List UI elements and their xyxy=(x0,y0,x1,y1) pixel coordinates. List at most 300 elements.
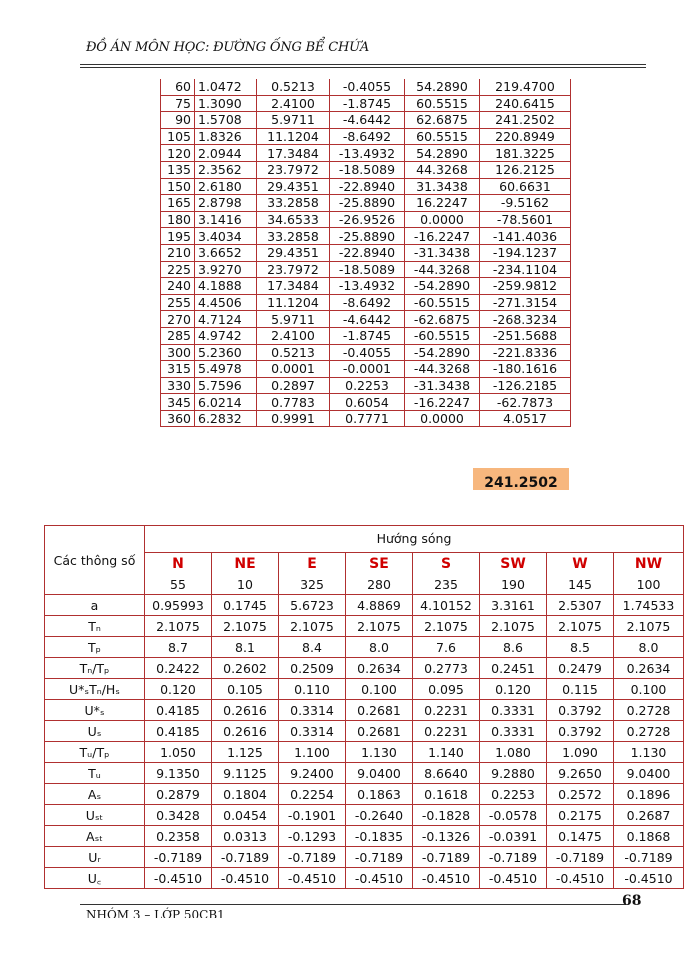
table-cell: 0.0454 xyxy=(212,805,279,826)
table-cell: -0.1326 xyxy=(413,826,480,847)
table-cell: 54.2890 xyxy=(405,145,480,162)
table-row xyxy=(45,658,684,679)
table-cell: -13.4932 xyxy=(330,278,405,295)
table-row xyxy=(45,847,684,868)
table-cell: 62.6875 xyxy=(405,112,480,129)
table-cell: 3.1416 xyxy=(195,211,257,228)
table-cell: 75 xyxy=(161,95,195,112)
direction-angle: 325 xyxy=(279,575,346,595)
direction-label: SW xyxy=(480,553,547,576)
table-cell: 0.3331 xyxy=(480,700,547,721)
table-cell: 0.2572 xyxy=(547,784,614,805)
table-cell: -0.4510 xyxy=(145,868,212,889)
table-cell: 11.1204 xyxy=(257,128,330,145)
direction-label: W xyxy=(547,553,614,576)
parameter-label: Tₚ xyxy=(45,637,145,658)
table-cell: 0.3792 xyxy=(547,700,614,721)
table-cell: -0.0578 xyxy=(480,805,547,826)
table-cell: 2.3562 xyxy=(195,161,257,178)
table-cell: -259.9812 xyxy=(480,278,571,295)
table-cell: -9.5162 xyxy=(480,195,571,212)
table-cell: -0.1828 xyxy=(413,805,480,826)
direction-angle: 190 xyxy=(480,575,547,595)
table-cell: -0.0001 xyxy=(330,361,405,378)
parameter-label: U꜀ xyxy=(45,868,145,889)
table-cell: 2.1075 xyxy=(279,616,346,637)
direction-label: E xyxy=(279,553,346,576)
wave-calculation-table xyxy=(160,79,571,427)
table-cell: 0.4185 xyxy=(145,721,212,742)
footer-rule xyxy=(80,904,626,905)
table-cell: -0.4510 xyxy=(480,868,547,889)
table-cell: 135 xyxy=(161,161,195,178)
table-cell: -54.2890 xyxy=(405,278,480,295)
table-cell: 9.1125 xyxy=(212,763,279,784)
table-cell: 0.2773 xyxy=(413,658,480,679)
table-cell: 8.0 xyxy=(614,637,684,658)
max-value-cell: 241.2502 xyxy=(473,468,569,490)
table-cell: -0.7189 xyxy=(279,847,346,868)
table-row xyxy=(161,244,571,261)
table-cell: -4.6442 xyxy=(330,112,405,129)
table-row xyxy=(161,161,571,178)
table-row xyxy=(45,679,684,700)
table-cell: 2.5307 xyxy=(547,595,614,616)
table-cell: 5.2360 xyxy=(195,344,257,361)
table-cell: 33.2858 xyxy=(257,228,330,245)
table-cell: 3.6652 xyxy=(195,244,257,261)
table-cell: -141.4036 xyxy=(480,228,571,245)
table-cell: 2.6180 xyxy=(195,178,257,195)
table-cell: -0.1835 xyxy=(346,826,413,847)
table-cell: -0.7189 xyxy=(145,847,212,868)
table-cell: 0.2422 xyxy=(145,658,212,679)
table-cell: 2.0944 xyxy=(195,145,257,162)
table-row xyxy=(161,211,571,228)
table-cell: 4.0517 xyxy=(480,410,571,427)
table-row xyxy=(161,145,571,162)
table-cell: 0.2231 xyxy=(413,700,480,721)
table-cell: 0.2231 xyxy=(413,721,480,742)
table-cell: 0.0313 xyxy=(212,826,279,847)
table-cell: 4.4506 xyxy=(195,294,257,311)
table-cell: 126.2125 xyxy=(480,161,571,178)
table-cell: 6.0214 xyxy=(195,394,257,411)
table-row xyxy=(45,637,684,658)
table-cell: 0.7771 xyxy=(330,410,405,427)
table-cell: 2.1075 xyxy=(547,616,614,637)
table-cell: 54.2890 xyxy=(405,79,480,95)
table-cell: 2.8798 xyxy=(195,195,257,212)
table-cell: -4.6442 xyxy=(330,311,405,328)
table-row xyxy=(161,394,571,411)
table-cell: 225 xyxy=(161,261,195,278)
table-cell: -180.1616 xyxy=(480,361,571,378)
table-cell: 0.3314 xyxy=(279,700,346,721)
table-cell: 0.6054 xyxy=(330,394,405,411)
table-cell: -60.5515 xyxy=(405,327,480,344)
table-cell: 165 xyxy=(161,195,195,212)
table-cell: -194.1237 xyxy=(480,244,571,261)
table-cell: 9.1350 xyxy=(145,763,212,784)
table-cell: -0.4510 xyxy=(614,868,684,889)
table-cell: 0.0000 xyxy=(405,211,480,228)
table-cell: 1.74533 xyxy=(614,595,684,616)
direction-label: NW xyxy=(614,553,684,576)
wave-parameters-table xyxy=(44,525,684,889)
table-row xyxy=(161,261,571,278)
table-cell: 0.2728 xyxy=(614,721,684,742)
table-row xyxy=(161,361,571,378)
direction-label: NE xyxy=(212,553,279,576)
parameter-label: Tₙ/Tₚ xyxy=(45,658,145,679)
header-rule xyxy=(80,64,646,68)
footer-group: NHÓM 3 – LỚP 50CB1 xyxy=(86,908,225,918)
table-cell: 1.080 xyxy=(480,742,547,763)
table-cell: 0.120 xyxy=(145,679,212,700)
table-cell: -16.2247 xyxy=(405,394,480,411)
table-cell: 120 xyxy=(161,145,195,162)
table-cell: -0.4510 xyxy=(279,868,346,889)
table-cell: 0.5213 xyxy=(257,344,330,361)
table-cell: -268.3234 xyxy=(480,311,571,328)
table-cell: 330 xyxy=(161,377,195,394)
table-row xyxy=(45,616,684,637)
table-row xyxy=(161,294,571,311)
table-cell: 8.6640 xyxy=(413,763,480,784)
table-cell: 2.1075 xyxy=(212,616,279,637)
table-row xyxy=(161,195,571,212)
table-cell: -62.7873 xyxy=(480,394,571,411)
table-cell: 0.1896 xyxy=(614,784,684,805)
table-cell: -31.3438 xyxy=(405,244,480,261)
table-cell: 0.2681 xyxy=(346,721,413,742)
parameter-label: Tᵤ xyxy=(45,763,145,784)
table-cell: -31.3438 xyxy=(405,377,480,394)
table-cell: 0.2451 xyxy=(480,658,547,679)
table-cell: 5.9711 xyxy=(257,311,330,328)
table-cell: 0.2616 xyxy=(212,721,279,742)
table-cell: -0.7189 xyxy=(346,847,413,868)
table-row xyxy=(45,742,684,763)
table-cell: 0.3331 xyxy=(480,721,547,742)
table-cell: 345 xyxy=(161,394,195,411)
table-cell: -25.8890 xyxy=(330,195,405,212)
table-cell: 4.1888 xyxy=(195,278,257,295)
table-cell: -0.2640 xyxy=(346,805,413,826)
table-cell: -0.4510 xyxy=(547,868,614,889)
table-cell: 1.100 xyxy=(279,742,346,763)
table-row xyxy=(161,344,571,361)
table-cell: 1.5708 xyxy=(195,112,257,129)
direction-label: N xyxy=(145,553,212,576)
table-cell: 60 xyxy=(161,79,195,95)
table-cell: 0.2634 xyxy=(346,658,413,679)
table-cell: 240.6415 xyxy=(480,95,571,112)
table-cell: 0.110 xyxy=(279,679,346,700)
table-row xyxy=(161,79,571,95)
table-cell: 195 xyxy=(161,228,195,245)
parameter-label: Aₛₜ xyxy=(45,826,145,847)
table-row xyxy=(45,784,684,805)
table-row xyxy=(45,805,684,826)
table-cell: 0.1868 xyxy=(614,826,684,847)
table-cell: 0.2728 xyxy=(614,700,684,721)
table-cell: 1.125 xyxy=(212,742,279,763)
table-row xyxy=(161,311,571,328)
table-cell: -1.8745 xyxy=(330,327,405,344)
table-cell: 0.2879 xyxy=(145,784,212,805)
table-cell: 3.4034 xyxy=(195,228,257,245)
table-cell: 0.2358 xyxy=(145,826,212,847)
direction-angle: 100 xyxy=(614,575,684,595)
table-row xyxy=(161,178,571,195)
table-cell: 23.7972 xyxy=(257,161,330,178)
table-cell: 1.130 xyxy=(614,742,684,763)
table-cell: 4.10152 xyxy=(413,595,480,616)
table-header-row xyxy=(45,526,684,553)
table-row xyxy=(161,327,571,344)
table-row xyxy=(161,410,571,427)
wave-direction-header: Hướng sóng xyxy=(145,526,684,553)
table-cell: 11.1204 xyxy=(257,294,330,311)
table-cell: -0.4055 xyxy=(330,344,405,361)
table-cell: 0.100 xyxy=(346,679,413,700)
table-cell: 270 xyxy=(161,311,195,328)
parameter-label: a xyxy=(45,595,145,616)
table-cell: 2.1075 xyxy=(480,616,547,637)
table-cell: 180 xyxy=(161,211,195,228)
table-cell: 4.9742 xyxy=(195,327,257,344)
table-cell: 29.4351 xyxy=(257,244,330,261)
table-cell: 0.1863 xyxy=(346,784,413,805)
table-cell: 6.2832 xyxy=(195,410,257,427)
table-cell: 9.0400 xyxy=(346,763,413,784)
table-cell: 0.7783 xyxy=(257,394,330,411)
table-cell: 0.2897 xyxy=(257,377,330,394)
table-cell: 60.5515 xyxy=(405,128,480,145)
table-cell: 1.050 xyxy=(145,742,212,763)
table-cell: 33.2858 xyxy=(257,195,330,212)
table-cell: 300 xyxy=(161,344,195,361)
table-cell: -0.1293 xyxy=(279,826,346,847)
table-cell: 17.3484 xyxy=(257,145,330,162)
table-cell: 2.4100 xyxy=(257,327,330,344)
table-cell: 9.2880 xyxy=(480,763,547,784)
table-cell: 210 xyxy=(161,244,195,261)
table-cell: 60.6631 xyxy=(480,178,571,195)
table-cell: 8.0 xyxy=(346,637,413,658)
direction-angle: 55 xyxy=(145,575,212,595)
parameter-label: Uᵣ xyxy=(45,847,145,868)
table-cell: -0.4055 xyxy=(330,79,405,95)
parameter-label: Uₛ xyxy=(45,721,145,742)
table-cell: 60.5515 xyxy=(405,95,480,112)
table-cell: 8.7 xyxy=(145,637,212,658)
table-cell: 0.4185 xyxy=(145,700,212,721)
table-cell: 5.4978 xyxy=(195,361,257,378)
table-cell: 360 xyxy=(161,410,195,427)
table-cell: -251.5688 xyxy=(480,327,571,344)
table-row xyxy=(45,826,684,847)
table-cell: 0.2509 xyxy=(279,658,346,679)
table-cell: -234.1104 xyxy=(480,261,571,278)
table-cell: -0.4510 xyxy=(212,868,279,889)
table-cell: 8.6 xyxy=(480,637,547,658)
table-cell: 0.9991 xyxy=(257,410,330,427)
table-cell: 285 xyxy=(161,327,195,344)
table-cell: 0.2253 xyxy=(480,784,547,805)
table-cell: 1.090 xyxy=(547,742,614,763)
table-cell: -1.8745 xyxy=(330,95,405,112)
table-cell: 220.8949 xyxy=(480,128,571,145)
table-cell: 1.140 xyxy=(413,742,480,763)
table-cell: 0.95993 xyxy=(145,595,212,616)
table-cell: 219.4700 xyxy=(480,79,571,95)
table-cell: -0.7189 xyxy=(614,847,684,868)
table-cell: 0.5213 xyxy=(257,79,330,95)
direction-label: SE xyxy=(346,553,413,576)
table-cell: 0.2253 xyxy=(330,377,405,394)
table-cell: -18.5089 xyxy=(330,261,405,278)
table-cell: -0.4510 xyxy=(413,868,480,889)
table-cell: 0.2602 xyxy=(212,658,279,679)
table-row xyxy=(161,112,571,129)
table-cell: 9.2650 xyxy=(547,763,614,784)
table-cell: -54.2890 xyxy=(405,344,480,361)
table-row xyxy=(45,700,684,721)
table-cell: 34.6533 xyxy=(257,211,330,228)
table-cell: 5.7596 xyxy=(195,377,257,394)
table-cell: 9.0400 xyxy=(614,763,684,784)
table-cell: -44.3268 xyxy=(405,361,480,378)
table-cell: 0.2687 xyxy=(614,805,684,826)
parameter-label: Tᵤ/Tₚ xyxy=(45,742,145,763)
table-cell: 9.2400 xyxy=(279,763,346,784)
table-cell: 5.6723 xyxy=(279,595,346,616)
table-cell: 0.2634 xyxy=(614,658,684,679)
table-cell: 2.1075 xyxy=(614,616,684,637)
table-row xyxy=(161,228,571,245)
table-cell: -0.7189 xyxy=(212,847,279,868)
table-cell: -0.7189 xyxy=(413,847,480,868)
direction-angle: 235 xyxy=(413,575,480,595)
table-cell: -18.5089 xyxy=(330,161,405,178)
table-cell: 4.7124 xyxy=(195,311,257,328)
direction-label: S xyxy=(413,553,480,576)
table-cell: 2.1075 xyxy=(413,616,480,637)
parameter-label: Tₙ xyxy=(45,616,145,637)
table-cell: -0.7189 xyxy=(480,847,547,868)
table-cell: -8.6492 xyxy=(330,128,405,145)
table-cell: 3.9270 xyxy=(195,261,257,278)
table-cell: -8.6492 xyxy=(330,294,405,311)
document-header-title: ĐỒ ÁN MÔN HỌC: ĐƯỜNG ỐNG BỂ CHỨA xyxy=(86,40,370,55)
table-cell: -13.4932 xyxy=(330,145,405,162)
table-row xyxy=(161,377,571,394)
parameter-label: U*ₛ xyxy=(45,700,145,721)
table-cell: 0.0000 xyxy=(405,410,480,427)
table-cell: -44.3268 xyxy=(405,261,480,278)
table-cell: 23.7972 xyxy=(257,261,330,278)
table-cell: 44.3268 xyxy=(405,161,480,178)
parameter-label: Uₛₜ xyxy=(45,805,145,826)
table-cell: 0.120 xyxy=(480,679,547,700)
table-cell: 240 xyxy=(161,278,195,295)
table-row xyxy=(45,595,684,616)
parameter-label: U*ₛTₙ/Hₛ xyxy=(45,679,145,700)
page-number: 68 xyxy=(622,893,642,909)
table-cell: 4.8869 xyxy=(346,595,413,616)
table-cell: 241.2502 xyxy=(480,112,571,129)
table-cell: 0.2479 xyxy=(547,658,614,679)
table-cell: -271.3154 xyxy=(480,294,571,311)
table-cell: 1.8326 xyxy=(195,128,257,145)
table-row xyxy=(161,278,571,295)
table-cell: 1.130 xyxy=(346,742,413,763)
table-row xyxy=(161,95,571,112)
table-cell: 1.3090 xyxy=(195,95,257,112)
table-row xyxy=(161,128,571,145)
table-cell: -0.4510 xyxy=(346,868,413,889)
parameter-label: Aₛ xyxy=(45,784,145,805)
table-cell: 2.1075 xyxy=(145,616,212,637)
table-cell: 0.2616 xyxy=(212,700,279,721)
table-cell: -221.8336 xyxy=(480,344,571,361)
table-cell: 31.3438 xyxy=(405,178,480,195)
table-cell: 0.2254 xyxy=(279,784,346,805)
table-cell: 8.4 xyxy=(279,637,346,658)
table-cell: 255 xyxy=(161,294,195,311)
table-cell: -25.8890 xyxy=(330,228,405,245)
table-row xyxy=(45,763,684,784)
direction-angle: 10 xyxy=(212,575,279,595)
table-cell: -60.5515 xyxy=(405,294,480,311)
table-cell: 0.115 xyxy=(547,679,614,700)
table-cell: 90 xyxy=(161,112,195,129)
table-cell: 17.3484 xyxy=(257,278,330,295)
table-cell: 315 xyxy=(161,361,195,378)
table-cell: 0.2175 xyxy=(547,805,614,826)
table-cell: -16.2247 xyxy=(405,228,480,245)
table-cell: 0.0001 xyxy=(257,361,330,378)
table-cell: 150 xyxy=(161,178,195,195)
table-cell: 0.095 xyxy=(413,679,480,700)
table-cell: 0.3792 xyxy=(547,721,614,742)
table-cell: 0.105 xyxy=(212,679,279,700)
parameter-header: Các thông số xyxy=(45,526,145,595)
table-cell: 0.1475 xyxy=(547,826,614,847)
table-cell: -22.8940 xyxy=(330,244,405,261)
table-cell: -26.9526 xyxy=(330,211,405,228)
table-cell: 8.1 xyxy=(212,637,279,658)
table-cell: 7.6 xyxy=(413,637,480,658)
table-cell: -0.1901 xyxy=(279,805,346,826)
table-cell: 1.0472 xyxy=(195,79,257,95)
table-cell: 16.2247 xyxy=(405,195,480,212)
table-row xyxy=(45,868,684,889)
table-cell: 0.2681 xyxy=(346,700,413,721)
table-cell: 0.3314 xyxy=(279,721,346,742)
table-cell: -126.2185 xyxy=(480,377,571,394)
table-cell: 0.1618 xyxy=(413,784,480,805)
table-cell: -78.5601 xyxy=(480,211,571,228)
table-cell: -22.8940 xyxy=(330,178,405,195)
table-cell: 2.4100 xyxy=(257,95,330,112)
table-cell: 29.4351 xyxy=(257,178,330,195)
table-row xyxy=(45,721,684,742)
direction-angle: 145 xyxy=(547,575,614,595)
